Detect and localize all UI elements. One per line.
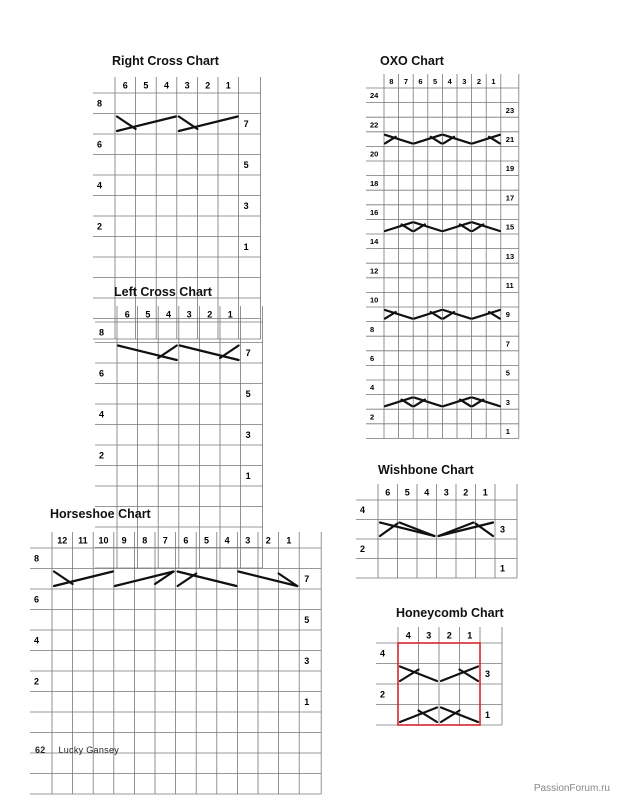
row-label-left: 20 [370,149,379,159]
column-label: 3 [426,630,432,641]
row-label-left: 4 [97,180,103,191]
column-label: 12 [57,535,68,546]
row-label-right: 7 [505,339,510,349]
column-label: 4 [447,77,452,87]
row-label-right: 1 [500,563,506,574]
row-label-right: 19 [505,164,515,174]
row-label-right: 5 [243,160,249,171]
row-label-right: 1 [245,471,251,482]
row-label-left: 2 [380,689,386,700]
row-label-right: 13 [505,251,515,261]
column-label: 5 [433,77,438,87]
row-label-right: 17 [505,193,515,203]
row-label-left: 2 [97,221,103,232]
row-label-left: 4 [34,635,40,646]
column-label: 3 [186,309,192,320]
row-label-right: 3 [485,669,491,680]
column-label: 6 [183,535,189,546]
column-label: 4 [424,487,430,498]
row-label-right: 1 [243,242,249,253]
row-label-left: 22 [370,120,379,130]
row-label-right: 21 [505,134,515,144]
column-label: 7 [403,77,408,87]
row-label-left: 14 [370,237,379,247]
column-label: 5 [143,80,149,91]
row-label-left: 8 [370,324,375,334]
column-label: 9 [121,535,127,546]
row-label-left: 4 [99,409,105,420]
row-label-right: 3 [243,201,249,212]
page-footer [35,745,119,755]
column-label: 3 [462,77,467,87]
column-label: 1 [482,487,488,498]
chart-title-oxo: OXO Chart [380,54,444,68]
row-label-left: 8 [97,98,103,109]
column-label: 1 [227,309,233,320]
column-label: 8 [142,535,148,546]
column-label: 2 [207,309,213,320]
column-label: 2 [205,80,211,91]
column-label: 2 [446,630,452,641]
column-label: 4 [163,80,170,91]
column-label: 1 [491,77,496,87]
column-label: 8 [389,77,394,87]
row-label-right: 23 [505,105,515,115]
column-label: 3 [245,535,251,546]
row-label-right: 11 [505,280,514,290]
column-label: 7 [162,535,168,546]
row-label-right: 5 [505,368,510,378]
column-label: 5 [203,535,210,546]
column-label: 1 [225,80,231,91]
column-label: 5 [145,309,151,320]
column-label: 4 [224,535,230,546]
row-label-right: 7 [304,574,310,585]
row-label-left: 6 [34,594,40,605]
book-title: Lucky Gansey [58,745,120,755]
column-label: 3 [184,80,190,91]
column-label: 2 [476,77,481,87]
row-label-left: 2 [360,544,366,555]
row-label-left: 8 [99,327,105,338]
column-label: 3 [443,487,449,498]
row-label-right: 3 [304,656,310,667]
row-label-right: 3 [245,430,251,441]
row-label-right: 15 [505,222,515,232]
row-label-right: 9 [505,310,510,320]
row-label-left: 6 [370,353,375,363]
row-label-right: 5 [304,615,310,626]
row-label-left: 8 [34,553,40,564]
row-label-left: 2 [34,676,40,687]
chart-title-right-cross: Right Cross Chart [112,54,219,68]
row-label-left: 10 [370,295,379,305]
chart-title-honeycomb: Honeycomb Chart [396,606,504,620]
row-label-left: 4 [380,648,386,659]
row-label-left: 6 [99,368,105,379]
column-label: 6 [124,309,130,320]
row-label-left: 24 [370,91,379,101]
row-label-right: 1 [505,426,510,436]
row-label-left: 6 [97,139,103,150]
column-label: 6 [418,77,423,87]
row-label-left: 18 [370,178,379,188]
chart-title-wishbone: Wishbone Chart [378,463,474,477]
row-label-right: 1 [485,710,491,721]
row-label-left: 4 [360,505,366,516]
watermark: PassionForum.ru [533,783,610,794]
row-label-right: 3 [500,524,506,535]
row-label-left: 2 [370,412,375,422]
column-label: 2 [463,487,469,498]
row-label-right: 3 [505,397,510,407]
row-label-left: 16 [370,207,379,217]
row-label-left: 4 [370,383,375,393]
column-label: 11 [78,535,88,546]
chart-title-left-cross: Left Cross Chart [114,285,212,299]
row-label-left: 2 [99,450,105,461]
column-label: 6 [385,487,391,498]
column-label: 6 [122,80,128,91]
row-label-right: 7 [245,348,251,359]
column-label: 2 [265,535,271,546]
chart-title-horseshoe: Horseshoe Chart [50,507,151,521]
page-number: 62 [35,745,46,755]
row-label-right: 5 [245,389,251,400]
row-label-right: 1 [304,697,310,708]
column-label: 4 [165,309,172,320]
row-label-right: 7 [243,119,249,130]
column-label: 5 [404,487,410,498]
row-label-left: 12 [370,266,379,276]
column-label: 1 [286,535,292,546]
column-label: 4 [405,630,411,641]
column-label: 10 [98,535,109,546]
column-label: 1 [467,630,473,641]
